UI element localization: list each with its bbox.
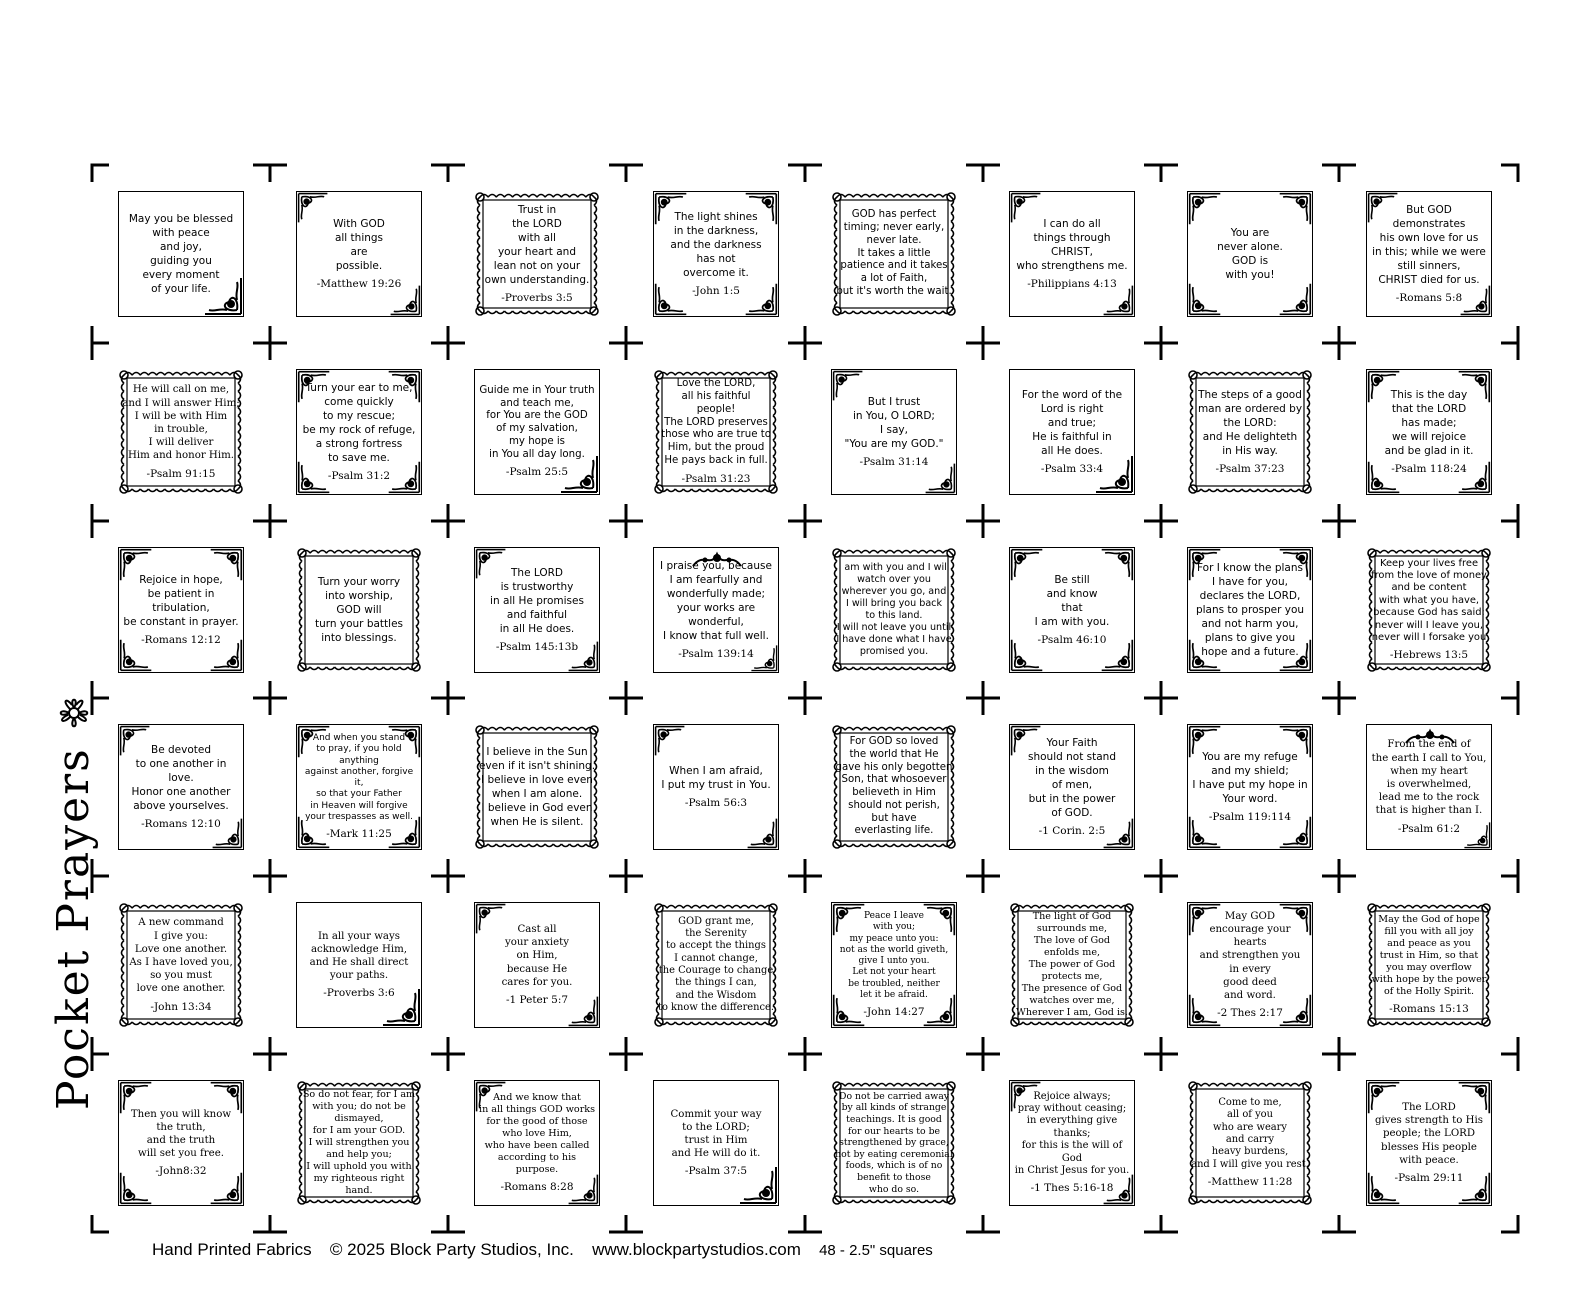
registration-mark xyxy=(1319,1212,1359,1252)
prayer-text: You are my refuge and my shield; I have put my hope in Your word. xyxy=(1192,751,1308,805)
prayer-tile xyxy=(474,191,600,317)
flourish-ornament-icon xyxy=(744,282,778,316)
flourish-ornament-icon xyxy=(297,460,331,494)
registration-mark xyxy=(250,856,290,896)
prayer-text: Love the LORD, all his faithful people! The LORD preserves those who are true to Him, but the proud He pays back in full. xyxy=(661,378,771,466)
prayer-text: Commit your way to the LORD; trust in Him and He will do it. xyxy=(670,1108,762,1160)
footer-url: www.blockpartystudios.com xyxy=(592,1240,801,1259)
registration-mark xyxy=(785,323,825,363)
flourish-ornament-icon xyxy=(1463,821,1491,849)
prayer-text: GOD has perfect timing; never early, never late. It takes a little patience and it takes a lot of Faith, but it's worth the wait. xyxy=(836,209,952,297)
prayer-text: And we know that in all things GOD works for the good of those who love Him, who have been called according to his purpose. xyxy=(479,1092,595,1175)
scripture-reference: -1 Thes 5:16-18 xyxy=(1030,1182,1114,1195)
registration-mark xyxy=(1319,501,1359,541)
registration-mark xyxy=(72,678,112,718)
prayer-text: The steps of a good man are ordered by the LORD: and He delighteth in His way. xyxy=(1197,389,1303,457)
prayer-tile xyxy=(1366,902,1492,1028)
prayer-tile xyxy=(1366,369,1492,495)
scripture-reference: -Psalm 29:11 xyxy=(1394,1172,1464,1184)
prayer-text: From the end of the earth I call to You, when my heart is overwhelmed, lead me to the rock that is higher than I. xyxy=(1371,739,1487,817)
prayer-tile xyxy=(1009,724,1135,850)
registration-mark xyxy=(606,145,646,185)
registration-mark xyxy=(1319,1034,1359,1074)
registration-mark xyxy=(250,501,290,541)
registration-mark xyxy=(1319,145,1359,185)
scripture-reference: -Psalm 25:5 xyxy=(505,466,569,479)
prayer-text: Come to me, all of you who are weary and carry heavy burdens, and I will give you rest. xyxy=(1191,1096,1309,1170)
prayer-tile xyxy=(1009,191,1135,317)
prayer-text: Rejoice always; pray without ceasing; in everything give thanks; for this is the will of God in Christ Jesus for you. xyxy=(1014,1090,1130,1176)
scripture-reference: -Psalm 33:4 xyxy=(1040,463,1104,475)
prayer-tile xyxy=(1009,902,1135,1028)
prayer-tile xyxy=(653,369,779,495)
registration-mark xyxy=(428,1034,468,1074)
scripture-reference: -Psalm 31:23 xyxy=(681,472,751,485)
registration-mark xyxy=(963,1034,1003,1074)
registration-mark xyxy=(785,1034,825,1074)
registration-mark xyxy=(963,145,1003,185)
registration-mark xyxy=(1141,323,1181,363)
prayer-text: I praise you, because I am fearfully and wonderfully made; your works are wonderful, I know that full well. xyxy=(660,560,772,642)
registration-mark xyxy=(428,323,468,363)
registration-mark xyxy=(963,501,1003,541)
registration-mark xyxy=(606,856,646,896)
registration-mark xyxy=(72,323,112,363)
registration-mark xyxy=(963,678,1003,718)
registration-mark xyxy=(963,856,1003,896)
prayer-text: For the word of the Lord is right and true; He is faithful in all He does. xyxy=(1021,389,1123,457)
prayer-text: Be devoted to one another in love. Honor one another above yourselves. xyxy=(131,744,231,812)
flourish-ornament-icon xyxy=(567,995,599,1027)
flourish-ornament-icon xyxy=(387,460,421,494)
registration-mark xyxy=(72,501,112,541)
flourish-ornament-icon xyxy=(654,725,686,757)
registration-mark xyxy=(606,501,646,541)
prayer-tile xyxy=(653,547,779,673)
prayer-tile xyxy=(831,547,957,673)
registration-mark xyxy=(72,145,112,185)
prayer-tile xyxy=(474,902,600,1028)
prayer-text: Turn your worry into worship, GOD will turn your battles into blessings. xyxy=(314,576,404,644)
scripture-reference: -John 13:34 xyxy=(150,1000,212,1013)
flourish-ornament-icon xyxy=(1188,282,1222,316)
prayer-tile xyxy=(474,369,600,495)
prayer-text: Be still and know that I am with you. xyxy=(1034,574,1110,628)
prayer-tile xyxy=(831,724,957,850)
prayer-text: For I know the plans I have for you, declares the LORD, plans to prosper you and not harm you, plans to give you hope and a future. xyxy=(1195,562,1305,658)
prayer-text: Trust in the LORD with all your heart and lean not on your own understanding. xyxy=(484,204,590,286)
registration-mark xyxy=(1141,145,1181,185)
prayer-text: Turn your ear to me, come quickly to my rescue; be my rock of refuge, a strong fortress to save me. xyxy=(302,382,416,464)
scripture-reference: -Romans 15:13 xyxy=(1389,1003,1469,1015)
prayer-text: I believe in the Sun even if it isn't shining. I believe in love even when I am alone. I believe in God even when He is silent. xyxy=(478,746,596,828)
registration-mark xyxy=(785,856,825,896)
footer-company: Hand Printed Fabrics xyxy=(152,1240,312,1259)
prayer-text: May GOD encourage your hearts and strengthen you in every good deed and word. xyxy=(1199,910,1301,1002)
prayer-tile xyxy=(1187,902,1313,1028)
registration-mark xyxy=(606,1034,646,1074)
prayer-tile xyxy=(1366,547,1492,673)
registration-mark xyxy=(250,678,290,718)
prayer-text: So do not fear, for I am with you; do not be dismayed, for I am your GOD. I will strengthen you and help you; I will uphold you with my righteous right hand. xyxy=(302,1089,416,1196)
prayer-tile xyxy=(653,191,779,317)
prayer-text: Guide me in Your truth and teach me, for You are the GOD of my salvation, my hope is in You all day long. xyxy=(479,384,595,460)
registration-mark xyxy=(1319,856,1359,896)
flourish-ornament-icon xyxy=(654,282,688,316)
registration-mark xyxy=(1319,678,1359,718)
registration-mark xyxy=(963,1212,1003,1252)
prayer-text: May the God of hope fill you with all joy and peace as you trust in Him, so that you may overflow with hope by the power of the Holly Spirit. xyxy=(1371,914,1487,997)
scripture-reference: -Psalm 118:24 xyxy=(1391,463,1467,475)
prayer-tile xyxy=(296,724,422,850)
prayer-text: And when you stand to pray, if you hold anything against another, forgive it, so that your Father in Heaven will forgive your trespasses as well. xyxy=(304,733,414,822)
scripture-reference: -John 1:5 xyxy=(692,285,740,297)
prayer-text: Cast all your anxiety on Him, because He cares for you. xyxy=(501,923,573,988)
registration-mark xyxy=(428,145,468,185)
flourish-ornament-icon xyxy=(1278,192,1312,226)
prayer-text: May you be blessed with peace and joy, guiding you every moment of your life. xyxy=(128,213,234,295)
prayer-text: The light of God surrounds me, The love of God enfolds me, The power of God protects me, The presence of God watches over me, Wherever I am, God is. xyxy=(1016,911,1128,1018)
scripture-reference: -2 Thes 2:17 xyxy=(1217,1007,1283,1020)
registration-mark xyxy=(785,145,825,185)
registration-mark xyxy=(428,501,468,541)
flourish-ornament-icon xyxy=(750,644,778,672)
scripture-reference: -Proverbs 3:6 xyxy=(323,987,395,1000)
registration-mark xyxy=(1498,1212,1538,1252)
scripture-reference: -1 Corin. 2:5 xyxy=(1038,825,1106,837)
flourish-ornament-icon xyxy=(1459,284,1491,316)
registration-mark xyxy=(250,145,290,185)
scripture-reference: -Romans 5:8 xyxy=(1395,292,1463,304)
scripture-reference: -Matthew 19:26 xyxy=(316,278,402,290)
scripture-reference: -Psalm 31:2 xyxy=(327,470,391,482)
registration-mark xyxy=(785,501,825,541)
prayer-tile xyxy=(296,547,422,673)
prayer-text: But I trust in You, O LORD; I say, "You are my GOD." xyxy=(844,396,944,450)
title-text: Pocket Prayers xyxy=(48,747,99,1110)
prayer-tile xyxy=(118,547,244,673)
prayer-text: I am with you and I will watch over you wherever you go, and I will bring you back to this land. I will not leave you until I have done what I have promised you. xyxy=(836,562,952,657)
prayer-text: He will call on me, and I will answer Him; I will be with Him in trouble, I will deliver Him and honor Him. xyxy=(122,384,240,462)
registration-mark xyxy=(72,1034,112,1074)
registration-mark xyxy=(72,1212,112,1252)
scripture-reference: -Psalm 37:23 xyxy=(1215,463,1285,475)
prayer-tile xyxy=(296,191,422,317)
prayer-tile xyxy=(296,902,422,1028)
prayer-text: The light shines in the darkness, and the darkness has not overcome it. xyxy=(670,211,762,279)
scripture-reference: -Psalm 46:10 xyxy=(1037,634,1107,646)
prayer-tile xyxy=(296,1080,422,1206)
scripture-reference: -Psalm 61:2 xyxy=(1397,822,1461,835)
prayer-tile xyxy=(118,902,244,1028)
scripture-reference: -John 14:27 xyxy=(863,1006,925,1018)
registration-mark xyxy=(1498,145,1538,185)
registration-mark xyxy=(1498,501,1538,541)
registration-mark xyxy=(250,1034,290,1074)
prayer-tile xyxy=(831,369,957,495)
registration-mark xyxy=(1141,1034,1181,1074)
registration-mark xyxy=(72,856,112,896)
prayer-tile xyxy=(118,724,244,850)
scripture-reference: -Matthew 11:28 xyxy=(1207,1176,1293,1189)
registration-mark xyxy=(1498,856,1538,896)
prayer-text: Peace I leave with you; my peace unto you: not as the world giveth, give I unto you. Let not your heart be troubled, neither let it be afraid. xyxy=(839,911,949,1000)
prayer-text: Rejoice in hope, be patient in tribulation, be constant in prayer. xyxy=(123,574,239,628)
scripture-reference: -Psalm 56:3 xyxy=(684,797,748,809)
prayer-text: You are never alone. GOD is with you! xyxy=(1217,227,1283,281)
prayer-text: For GOD so loved the world that He gave his only begotten Son, that whosoever believeth in Him should not perish, but have everlasting life. xyxy=(835,736,953,837)
prayer-text: Your Faith should not stand in the wisdom of men, but in the power of GOD. xyxy=(1028,737,1116,819)
scripture-reference: -Mark 11:25 xyxy=(326,828,392,840)
prayer-text: Keep your lives free from the love of money and be content with what you have, because God has said: never will I leave you, never will I forsake you xyxy=(1371,557,1487,643)
prayer-tile xyxy=(653,902,779,1028)
prayer-tile xyxy=(296,369,422,495)
prayer-tile xyxy=(831,191,957,317)
flourish-ornament-icon xyxy=(746,817,778,849)
prayer-tile xyxy=(1187,724,1313,850)
scripture-reference: -Romans 8:28 xyxy=(500,1181,574,1193)
prayer-text: This is the day that the LORD has made; we will rejoice and be glad in it. xyxy=(1384,389,1474,457)
flourish-ornament-icon xyxy=(1188,192,1222,226)
flourish-ornament-icon xyxy=(209,1171,243,1205)
flourish-ornament-icon xyxy=(119,1171,153,1205)
registration-mark xyxy=(606,323,646,363)
prayer-tile xyxy=(474,1080,600,1206)
scripture-reference: -John8:32 xyxy=(155,1165,207,1178)
scripture-reference: -Proverbs 3:5 xyxy=(501,292,573,304)
registration-mark xyxy=(1498,1034,1538,1074)
scripture-reference: -Psalm 31:14 xyxy=(859,456,929,468)
prayer-text: Then you will know the truth, and the truth will set you free. xyxy=(130,1108,232,1160)
scripture-reference: -Psalm 37:5 xyxy=(684,1165,748,1178)
scripture-reference: -Psalm 119:114 xyxy=(1208,811,1292,823)
scripture-reference: -Romans 12:10 xyxy=(141,818,221,830)
prayer-tile xyxy=(653,1080,779,1206)
prayer-tile xyxy=(474,547,600,673)
scripture-reference: -1 Peter 5:7 xyxy=(505,994,569,1006)
registration-mark xyxy=(963,323,1003,363)
prayer-tile xyxy=(1187,369,1313,495)
prayer-tile xyxy=(1366,191,1492,317)
registration-mark xyxy=(250,323,290,363)
footer-copyright: © 2025 Block Party Studios, Inc. xyxy=(329,1240,574,1259)
prayer-tile xyxy=(118,369,244,495)
prayer-tile xyxy=(1009,547,1135,673)
flourish-ornament-icon xyxy=(1278,282,1312,316)
registration-mark xyxy=(1141,501,1181,541)
registration-mark xyxy=(428,856,468,896)
flourish-ornament-icon xyxy=(1102,817,1134,849)
registration-mark xyxy=(1319,323,1359,363)
prayer-tile xyxy=(1187,547,1313,673)
prayer-tile xyxy=(831,902,957,1028)
registration-mark xyxy=(1498,323,1538,363)
registration-mark xyxy=(606,678,646,718)
scripture-reference: -Psalm 139:14 xyxy=(678,648,754,660)
scripture-reference: -Hebrews 13:5 xyxy=(1389,649,1469,662)
prayer-text: In all your ways acknowledge Him, and He shall direct your paths. xyxy=(309,930,409,982)
registration-mark xyxy=(428,678,468,718)
prayer-text: The LORD is trustworthy in all He promises and faithful in all He does. xyxy=(490,567,584,635)
prayer-tile xyxy=(1009,369,1135,495)
prayer-text: But GOD demonstrates his own love for us in this; while we were still sinners, CHRIST died for us. xyxy=(1372,204,1486,286)
prayer-text: When I am afraid, I put my trust in You. xyxy=(661,765,771,791)
registration-mark xyxy=(1141,856,1181,896)
prayer-tile xyxy=(1009,1080,1135,1206)
scripture-reference: -Philippians 4:13 xyxy=(1027,278,1117,290)
scripture-reference: -Psalm 145:13b xyxy=(495,641,579,653)
prayer-text: GOD grant me, the Serenity to accept the things I cannot change, the Courage to change the things I can, and the Wisdom to know the difference. xyxy=(657,915,775,1014)
footer xyxy=(152,1240,947,1260)
registration-mark xyxy=(785,678,825,718)
registration-mark xyxy=(1498,678,1538,718)
flourish-ornament-icon xyxy=(924,462,956,494)
prayer-tile xyxy=(1187,1080,1313,1206)
prayer-tile xyxy=(1187,191,1313,317)
prayer-tile xyxy=(653,724,779,850)
footer-count: 48 - 2.5" squares xyxy=(819,1242,933,1259)
prayer-text: A new command I give you: Love one another. As I have loved you, so you must love one another. xyxy=(129,917,233,995)
prayer-tile xyxy=(118,1080,244,1206)
prayer-text: The LORD gives strength to His people; the LORD blesses His people with peace. xyxy=(1374,1101,1484,1166)
prayer-tile xyxy=(474,724,600,850)
prayer-tile xyxy=(1366,1080,1492,1206)
registration-mark xyxy=(1141,678,1181,718)
prayer-tile xyxy=(118,191,244,317)
prayer-tile xyxy=(1366,724,1492,850)
registration-mark xyxy=(1141,1212,1181,1252)
scripture-reference: -Psalm 91:15 xyxy=(146,467,216,480)
prayer-text: I can do all things through CHRIST, who strengthens me. xyxy=(1016,218,1128,272)
prayer-text: Do not be carried away by all kinds of strange teachings. It is good for our hearts to be strengthened by grace, not by eating ceremonial foods, which is of no benefit to those who do so. xyxy=(835,1090,953,1195)
scripture-reference: -Romans 12:12 xyxy=(141,634,221,646)
prayer-tile xyxy=(831,1080,957,1206)
flourish-ornament-icon xyxy=(297,192,329,224)
prayer-text: With GOD all things are possible. xyxy=(333,218,385,272)
